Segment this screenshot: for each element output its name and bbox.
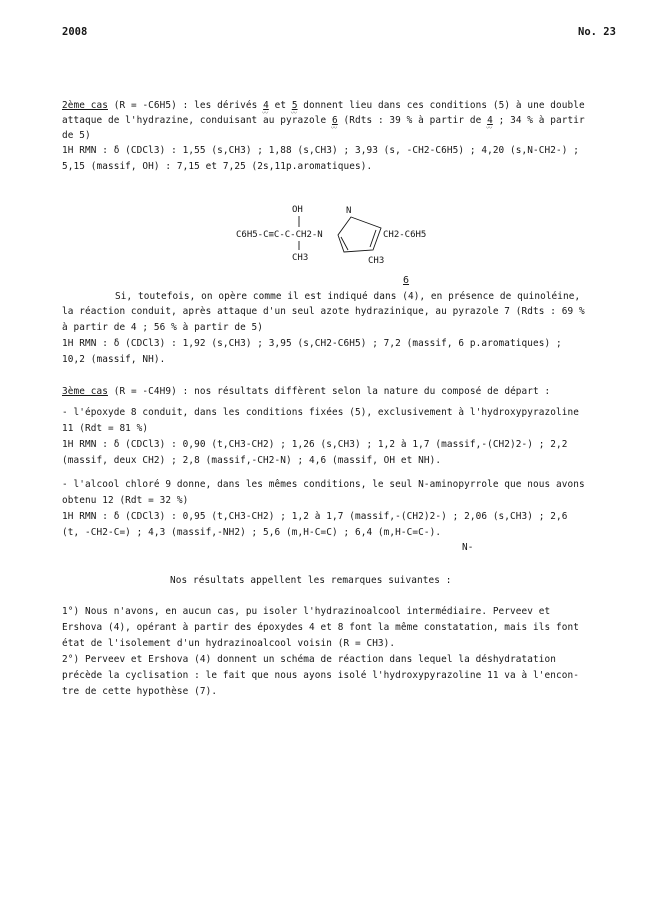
case3-intro: (R = -C4H9) : nos résultats diffèrent selon la nature du composé de départ : xyxy=(107,386,551,397)
case2-yield-b: ; 34 % à partir xyxy=(492,115,585,126)
remarks-intro: Nos résultats appellent les remarques suivantes : xyxy=(170,575,452,586)
compound-ref-5: 5 〰 xyxy=(292,100,298,112)
compound-ref-6: 6 〰 xyxy=(332,115,338,127)
struct-methyl-a: CH3 xyxy=(292,253,309,263)
case2-line1 xyxy=(62,100,585,112)
structure-label-6: 6 xyxy=(403,275,410,286)
case3-line2: - l'époxyde 8 conduit, dans les conditions fixées (5), exclusivement à l'hydroxypyrazoline xyxy=(62,407,579,418)
journal-issue: No. 23 xyxy=(578,26,616,38)
struct-methyl-b: CH3 xyxy=(368,256,385,266)
para2-line1: Si, toutefois, on opère comme il est indiqué dans (4), en présence de quinoléine, xyxy=(115,291,581,302)
case2-text: : les dérivés xyxy=(176,100,264,111)
nmr-data-4b: (t, -CH2-C=) ; 4,3 (massif,-NH2) ; 5,6 (m,H-C=C) ; 6,4 (m,H-C=C-). xyxy=(62,527,442,538)
nmr-data-4a: 1H RMN : δ (CDCl3) : 0,95 (t,CH3-CH2) ; 1,2 à 1,7 (massif,-(CH2)2-) ; 2,06 (s,CH3) ; 2,6 xyxy=(62,511,568,522)
chemical-structure-6 xyxy=(0,200,672,300)
remark1-line3: état de l'isolement d'un hydrazinoalcool voisin (R = CH3). xyxy=(62,638,396,649)
struct-left-chain: C6H5-C≡C-C-CH2-N xyxy=(236,230,323,240)
para2-line3: à partir de 4 ; 56 % à partir de 5) xyxy=(62,322,264,333)
struct-n-label: N xyxy=(346,206,352,216)
compound-ref-4b: 4 〰 xyxy=(487,115,493,127)
case3-line4: - l'alcool chloré 9 donne, dans les mêmes conditions, le seul N-aminopyrrole que nous avons xyxy=(62,479,585,490)
nmr-data-3b: (massif, deux CH2) ; 2,8 (massif,-CH2-N) ; 4,6 (massif, OH et NH). xyxy=(62,455,442,466)
nmr-data-1a: 1H RMN : δ (CDCl3) : 1,55 (s,CH3) ; 1,88 (s,CH3) ; 3,93 (s, -CH2-C6H5) ; 4,20 (s,N-CH2-) ; xyxy=(62,145,579,156)
case2-yield: (Rdts : 39 % à partir de xyxy=(337,115,488,126)
case3-title: 3ème cas xyxy=(62,386,108,397)
compound-ref-4: 4 〰 xyxy=(263,100,269,112)
remark2-line3: tre de cette hypothèse (7). xyxy=(62,686,218,697)
case2-r-group: (R = -C6H5) xyxy=(113,100,177,111)
nmr-data-1b: 5,15 (massif, OH) : 7,15 et 7,25 (2s,11p.aromatiques). xyxy=(62,161,373,172)
remark2-line1: 2°) Perveev et Ershova (4) donnent un schéma de réaction dans lequel la déshydratation xyxy=(62,654,557,665)
nmr-data-2b: 10,2 (massif, NH). xyxy=(62,354,166,365)
remark1-line2: Ershova (4), opérant à partir des époxydes 4 et 8 font la même constatation, mais ils font xyxy=(62,622,579,633)
nmr-data-3a: 1H RMN : δ (CDCl3) : 0,90 (t,CH3-CH2) ; 1,26 (s,CH3) ; 1,2 à 1,7 (massif,-(CH2)2-) ; 2,2 xyxy=(62,439,568,450)
remark2-line2: précède la cyclisation : le fait que nous ayons isolé l'hydroxypyrazoline 11 va à l'encon- xyxy=(62,670,579,681)
page-number: 2008 xyxy=(62,26,88,38)
para2-line2: la réaction conduit, après attaque d'un seul azote hydrazinique, au pyrazole 7 (Rdts : 69 % xyxy=(62,306,585,317)
struct-oh-label: OH xyxy=(292,205,303,215)
case3-line5: obtenu 12 (Rdt = 32 %) xyxy=(62,495,189,506)
case2-line2 xyxy=(62,115,585,127)
ring-double-bond xyxy=(341,237,348,250)
case3-line1 xyxy=(62,386,550,398)
case2-title: 2ème cas xyxy=(62,100,108,111)
case3-line3: 11 (Rdt = 81 %) xyxy=(62,423,149,434)
case2-line2-text: attaque de l'hydrazine, conduisant au pyrazole xyxy=(62,115,332,126)
case2-text-b: donnent lieu dans ces conditions (5) à une double xyxy=(297,100,585,111)
nmr-data-4c: N- xyxy=(462,542,474,553)
case2-conj: et xyxy=(268,100,292,111)
struct-right-chain: CH2-C6H5 xyxy=(383,230,427,240)
case2-line3: de 5) xyxy=(62,130,91,141)
remark1-line1: 1°) Nous n'avons, en aucun cas, pu isoler l'hydrazinoalcool intermédiaire. Perveev et xyxy=(62,606,551,617)
nmr-data-2a: 1H RMN : δ (CDCl3) : 1,92 (s,CH3) ; 3,95 (s,CH2-C6H5) ; 7,2 (massif, 6 p.aromatiques) ; xyxy=(62,338,562,349)
